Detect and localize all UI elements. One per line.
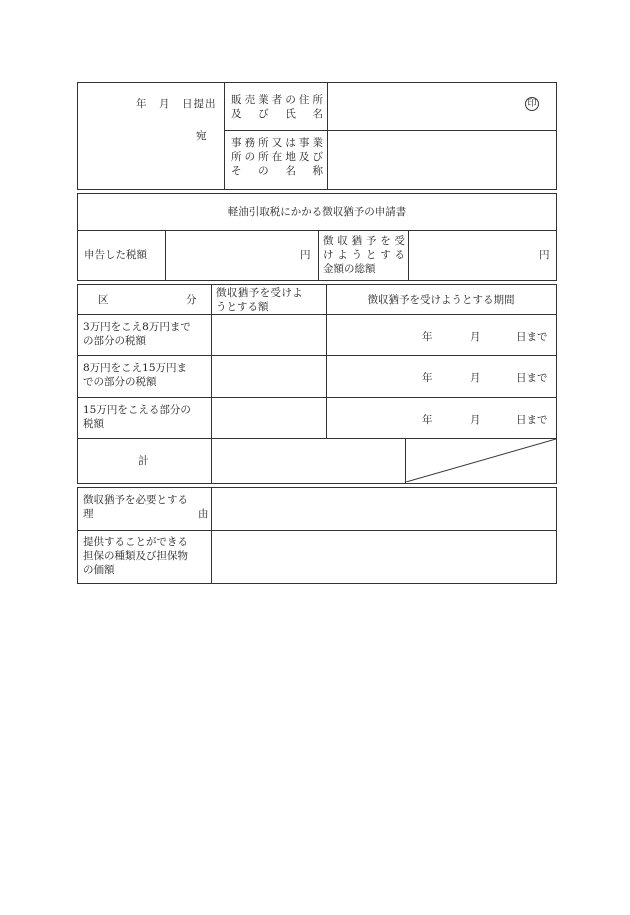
row-month: 月 <box>470 372 481 384</box>
deferral-application-form <box>77 82 557 584</box>
row-day-until: 日まで <box>516 414 548 426</box>
date-submitted: 年 月 日提出 <box>136 98 217 110</box>
collateral-field[interactable] <box>212 531 556 583</box>
reason-collateral-section <box>77 487 557 584</box>
collateral-label: 提供することができる 担保の種類及び担保物 の価額 <box>83 536 188 577</box>
header-section <box>77 82 557 190</box>
amounts-section <box>77 231 557 281</box>
reason-field[interactable] <box>212 488 556 530</box>
row-amount-field[interactable] <box>212 398 326 438</box>
row-amount-field[interactable] <box>212 356 326 397</box>
form-title: 軽油引取税にかかる徴収猶予の申請書 <box>227 206 407 218</box>
office-location-field[interactable] <box>328 131 556 189</box>
row-month: 月 <box>470 414 481 426</box>
table-row-label: 8万円をこえ15万円ま での部分の税額 <box>83 362 188 389</box>
office-label: 事務所又は事業 所の所在地及び そ の 名 称 <box>231 137 323 178</box>
row-month: 月 <box>470 331 481 343</box>
table-row-label: 3万円をこえ8万円まで の部分の税額 <box>83 321 191 348</box>
addressee-label: 宛 <box>196 130 207 142</box>
col-period-header: 徴収猶予を受けようとする期間 <box>367 294 515 306</box>
total-row <box>77 439 557 484</box>
deferral-breakdown-table <box>77 284 557 439</box>
total-diagonal-strike <box>406 439 556 482</box>
row-year: 年 <box>422 414 433 426</box>
col-category-left: 区 <box>98 294 109 306</box>
reason-label: 徴収猶予を必要とする 理 由 <box>83 494 209 521</box>
title-section <box>77 193 557 231</box>
row-year: 年 <box>422 331 433 343</box>
row-year: 年 <box>422 372 433 384</box>
declared-tax-field[interactable] <box>166 231 318 279</box>
row-amount-field[interactable] <box>212 315 326 355</box>
row-day-until: 日まで <box>516 331 548 343</box>
total-deferral-label: 徴収猶予を受 けようとする 金額の総額 <box>323 235 405 276</box>
total-label: 計 <box>138 455 149 467</box>
col-amount-header: 徴収猶予を受けよ うとする額 <box>216 287 304 314</box>
seal-mark: 印 <box>525 97 539 111</box>
total-deferral-unit: 円 <box>539 249 550 261</box>
total-deferral-field[interactable] <box>409 231 556 279</box>
declared-tax-unit: 円 <box>300 249 311 261</box>
total-amount-field[interactable] <box>212 439 405 482</box>
seller-label: 販売業者の住所 及 び 氏 名 <box>231 94 323 121</box>
seller-address-field[interactable] <box>328 83 556 129</box>
table-row-label: 15万円をこえる部分の 税額 <box>83 404 191 431</box>
declared-tax-label: 申告した税額 <box>84 249 147 261</box>
col-category-right: 分 <box>186 294 197 306</box>
row-day-until: 日まで <box>516 372 548 384</box>
